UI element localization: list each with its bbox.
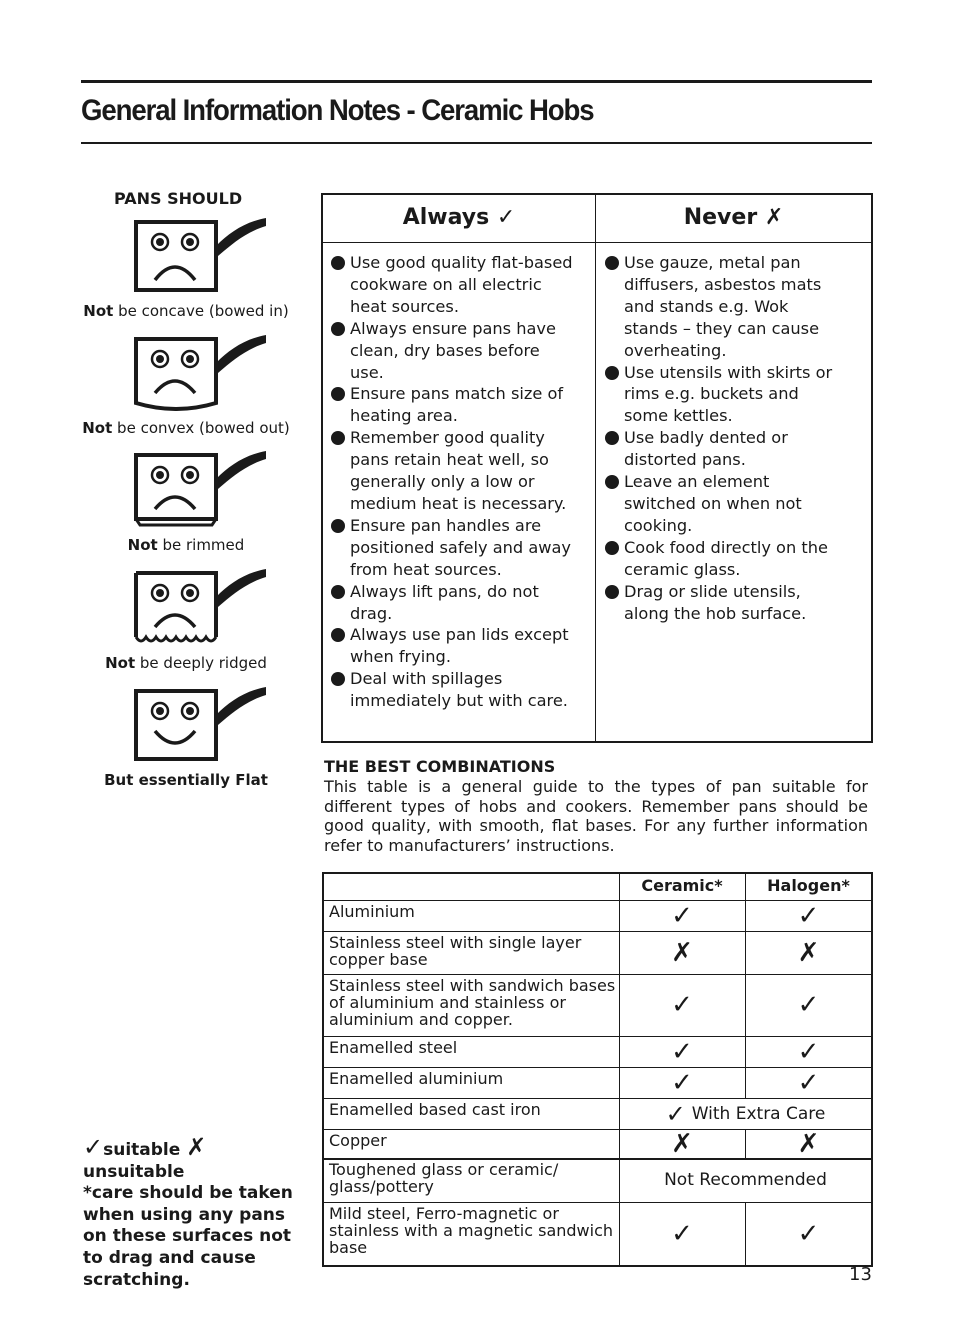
merged-cell-text: Not Recommended (664, 1170, 827, 1190)
halogen-cross-icon: ✗ (797, 1128, 820, 1159)
column-divider (595, 195, 596, 741)
pan-concave-icon (130, 214, 270, 294)
ceramic-check-icon: ✓ (671, 1218, 693, 1249)
always-item: Remember good quality pans retain heat well, so generally only a low or medium heat is necessary. (329, 427, 573, 515)
halogen-check-icon: ✓ (797, 1218, 820, 1249)
ceramic-cross-icon: ✗ (671, 1128, 693, 1159)
never-item: Cook food directly on the ceramic glass. (603, 537, 835, 581)
page-title: General Information Notes - Ceramic Hobs (81, 94, 594, 127)
never-list (603, 252, 835, 624)
material-cell: Stainless steel with single layer copper base (329, 933, 582, 969)
halogen-check-icon: ✓ (797, 900, 820, 931)
suitable-check-icon: ✓ (83, 1133, 104, 1161)
never-item: Drag or slide utensils, along the hob surface. (603, 581, 835, 625)
header-divider (323, 242, 871, 243)
always-item: Ensure pan handles are positioned safely and away from heat sources. (329, 515, 573, 581)
halogen-check-icon: ✓ (797, 990, 820, 1020)
column-divider (745, 872, 746, 900)
never-heading: Never ✗ (683, 205, 784, 230)
halogen-cross-icon: ✗ (797, 937, 820, 968)
column-divider (745, 974, 746, 1036)
pan-caption-convex: Not be convex (bowed out) (82, 419, 290, 437)
always-item: Always use pan lids except when frying. (329, 624, 573, 668)
pan-rimmed-icon (130, 447, 270, 527)
material-cell: Enamelled steel (329, 1038, 458, 1057)
halogen-check-icon: ✓ (797, 1067, 820, 1098)
column-divider (745, 1202, 746, 1265)
always-item: Use good quality flat-based cookware on all electric heat sources. (329, 252, 573, 318)
legend-note: *care should be taken when using any pans on these surfaces not to drag and cause scratching. (83, 1183, 293, 1290)
table-border (322, 872, 872, 874)
column-divider (745, 1036, 746, 1067)
material-cell: Stainless steel with sandwich bases of aluminium and stainless or aluminium and copper. (329, 976, 616, 1029)
merged-cell-text: With Extra Care (691, 1103, 826, 1124)
never-item: Use badly dented or distorted pans. (603, 427, 835, 471)
always-item: Ensure pans match size of heating area. (329, 383, 573, 427)
ceramic-check-icon: ✓ (671, 900, 693, 931)
never-item: Use gauze, metal pan diffusers, asbestos mats and stands e.g. Wok stands – they can cause overheating. (603, 252, 835, 362)
pans-heading: PANS SHOULD (114, 189, 243, 208)
merged-cell (619, 1158, 872, 1202)
never-item: Use utensils with skirts or rims e.g. buckets and some kettles. (603, 362, 835, 428)
column-divider (745, 931, 746, 974)
material-cell: Aluminium (329, 902, 415, 921)
column-header-halogen: Halogen* (767, 876, 850, 895)
always-list (329, 252, 573, 712)
suitable-label: suitable (103, 1140, 181, 1160)
material-cell: Copper (329, 1131, 387, 1150)
never-item: Leave an element switched on when not cooking. (603, 471, 835, 537)
best-combinations-text: This table is a general guide to the types of pan suitable for different types of hobs and cookers. Remember pans should be good quality, with smooth, flat bases. For any further information refer to manufacturers’ instructions. (324, 777, 868, 855)
pan-caption-flat: But essentially Flat (104, 771, 268, 789)
pan-ridged-icon (130, 565, 270, 645)
unsuitable-cross-icon: ✗ (186, 1133, 207, 1161)
pan-convex-icon (130, 331, 270, 411)
row-divider (322, 974, 872, 975)
column-divider (745, 1129, 746, 1158)
title-underline (81, 142, 872, 144)
ceramic-check-icon: ✓ (671, 1036, 693, 1067)
ceramic-check-icon: ✓ (671, 990, 693, 1020)
column-divider (745, 900, 746, 931)
column-header-ceramic: Ceramic* (641, 876, 723, 895)
best-combinations-heading: THE BEST COMBINATIONS (324, 757, 556, 776)
top-rule (81, 80, 872, 83)
material-cell: Enamelled based cast iron (329, 1100, 541, 1119)
row-divider (322, 931, 872, 932)
pan-caption-concave: Not be concave (bowed in) (83, 302, 289, 320)
legend (83, 1133, 313, 1291)
material-cell: Toughened glass or ceramic/ glass/pottery (329, 1160, 559, 1196)
material-cell: Mild steel, Ferro-magnetic or stainless with a magnetic sandwich base (329, 1204, 614, 1257)
ceramic-check-icon: ✓ (671, 1067, 693, 1098)
material-cell: Enamelled aluminium (329, 1069, 504, 1088)
column-divider (619, 872, 620, 900)
merged-cell (619, 1098, 872, 1129)
always-heading: Always ✓ (402, 205, 516, 230)
always-never-table (321, 193, 873, 743)
page-number: 13 (849, 1264, 872, 1285)
pan-caption-ridged: Not be deeply ridged (105, 654, 267, 672)
always-item: Always lift pans, do not drag. (329, 581, 573, 625)
table-border (322, 1265, 872, 1267)
always-item: Deal with spillages immediately but with care. (329, 668, 573, 712)
pan-caption-rimmed: Not be rimmed (127, 536, 245, 554)
column-divider (745, 1067, 746, 1098)
row-divider (322, 1202, 872, 1203)
always-item: Always ensure pans have clean, dry bases before use. (329, 318, 573, 384)
halogen-check-icon: ✓ (797, 1036, 820, 1067)
unsuitable-label: unsuitable (83, 1161, 185, 1182)
pan-flat-icon (130, 683, 270, 763)
ceramic-cross-icon: ✗ (671, 937, 693, 968)
check-icon: ✓ (665, 1099, 686, 1128)
